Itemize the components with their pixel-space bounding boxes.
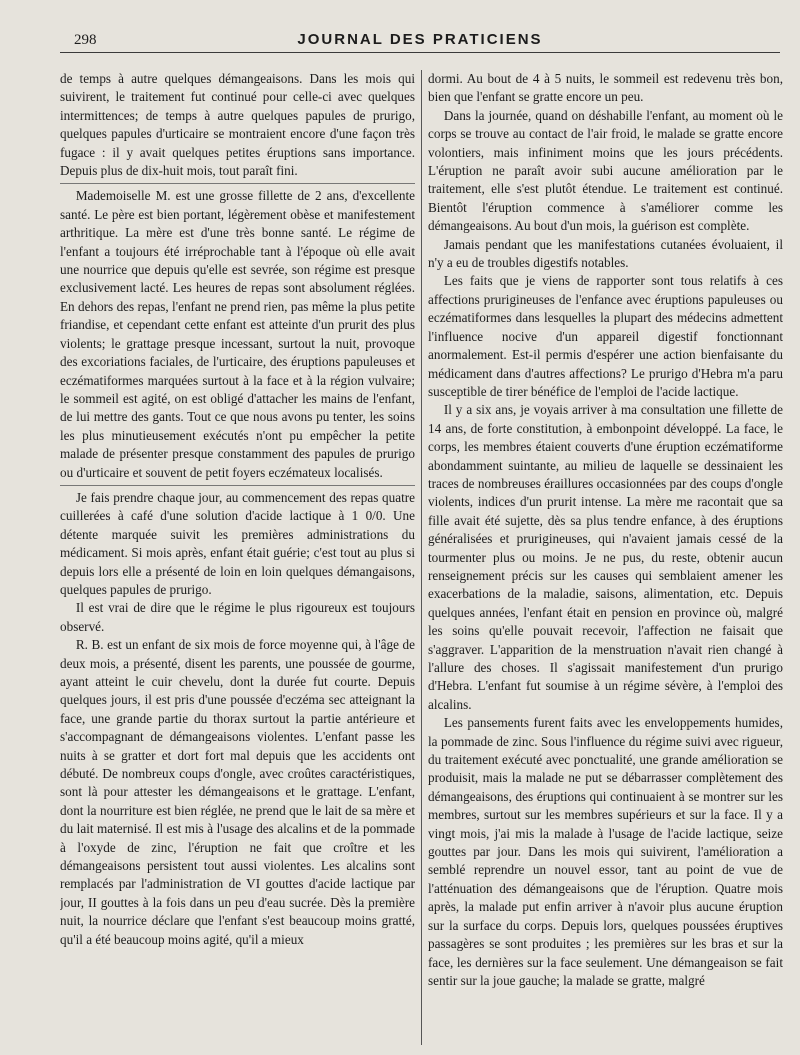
paragraph: de temps à autre quelques démangeaisons. Dans les mois qui suivirent, le traitement fut continué pour celle-ci avec quelques intermittences; de temps à autre quelques papules de prurigo, quelques papules d'urticaire se montraient encore d'une façon très fugace : il y avait quelques petites éruptions sans importance. Depuis plus de dix-huit mois, tout paraît fini. <box>60 71 415 179</box>
paragraph: Dans la journée, quand on déshabille l'enfant, au moment où le corps se trouve au contact de l'air froid, le malade se gratte encore volontiers, mais infiniment moins que les jours précédents. L'éruption ne paraît avoir subi aucune amélioration par le traitement, elle s'est plutôt étendue. Le traitement est continué. Bientôt l'éruption commence à s'améliorer comme les démangeaisons. Au bout d'un mois, la guérison est complète. <box>428 107 783 234</box>
paragraph: Les faits que je viens de rapporter sont tous relatifs à ces affections prurigineuses de l'enfance avec éruptions papuleuses ou eczématiformes dans lesquelles la plupart des médecins admettent l'influence nocive d'un appareil digestif fonctionnant anormalement. Est-il permis d'espérer une action bienfaisante du médicament dans d'autres affections? Le prurigo d'Hebra m'a paru susceptible de tirer bénéfice de l'emploi de l'acide lactique. <box>428 273 783 399</box>
paragraph: R. B. est un enfant de six mois de force moyenne qui, à l'âge de deux mois, a présenté, disent les parents, une poussée de gourme, ayant atteint le cuir chevelu, dont la durée fut courte. Depuis quelques jours, il est pris d'une poussée d'eczéma sec atteignant la face, une grande partie du thorax surtout la partie antérieure et s'accompagnant de démangeaisons violentes. L'enfant passe les nuits à se gratter et dort fort mal depuis que les accidents ont débuté. De nombreux coups d'ongle, avec croûtes caractéristiques, sont là pour attester les démangeaisons et le grattage. L'enfant, dont la nourriture est bien réglée, ne prend que le lait de sa mère et du lait maternisé. Il est mis à l'usage des alcalins et de la pommade à l'oxyde de zinc, l'éruption ne fait que croître et les démangeaisons persistent tout aussi violentes. Les alcalins sont remplacés par l'administration de VI gouttes d'acide lactique par jour, II gouttes à la fois dans un peu d'eau sucrée. Dès la première nuit, la nourrice déclare que l'enfant s'est beaucoup moins gratté, qu'il a été beaucoup moins agité, qu'il a mieux <box>60 637 415 947</box>
page-number: 298 <box>74 32 97 48</box>
paragraph: Je fais prendre chaque jour, au commencement des repas quatre cuillerées à café d'une solution d'acide lactique à 1 0/0. Une détente marquée suivit les premières administrations du médicament. Si mois après, enfant était guérie; c'est tout au plus si depuis lors elle a présenté de loin en loin quelques démangaisons, quelques papules de prurigo. <box>60 485 415 599</box>
column-divider <box>421 70 422 1045</box>
right-column <box>428 70 783 1045</box>
paragraph: Jamais pendant que les manifestations cutanées évoluaient, il n'y a eu de troubles digestifs notables. <box>428 236 783 271</box>
paragraph: Les pansements furent faits avec les enveloppements humides, la pommade de zinc. Sous l'influence du régime suivi avec rigueur, du traitement exécuté avec ponctualité, une grande amélioration se produisit, mais la malade ne put se débarrasser complètement des démangeaisons, des éruptions qui continuaient à se montrer sur les membres, surtout sur les membres supérieurs et sur la face. Il y a vingt mois, j'ai mis la malade à l'usage de l'acide lactique, seize gouttes par jour. Dans les mois qui suivirent, l'amélioration a semblé reprendre un nouvel essor, tant au point de vue de l'atténuation des démangeaisons que de l'éruption. Quatre mois après, la malade put enfin arriver à n'avoir plus aucune éruption sur la surface du corps. Depuis lors, quelques poussées éruptives passagères se sont produites ; les premières sur les bras et sur la face, les dernières sur la face seulement. Une démangeaison se fait sentir sur la joue gauche; la malade se gratte, malgré <box>428 715 783 988</box>
paragraph: dormi. Au bout de 4 à 5 nuits, le sommeil est redevenu très bon, bien que l'enfant se gratte encore un peu. <box>428 71 783 105</box>
paragraph: Il est vrai de dire que le régime le plus rigoureux est toujours observé. <box>60 600 415 634</box>
paragraph: Il y a six ans, je voyais arriver à ma consultation une fillette de 14 ans, de forte constitution, à embonpoint développé. La face, le corps, les membres étaient couverts d'une éruption eczématiforme abondamment suintante, au milieu de laquelle se dessinaient les traces de nombreuses éraillures occasionnées par des coups d'ongle violents, indices d'un prurit intense. La mère me racontait que sa fille avait été sujette, dès sa plus tendre enfance, à des éruptions généralisées et prurigineuses, qui n'avaient jamais cessé de la tourmenter plus ou moins. Je ne pus, du reste, obtenir aucun renseignement précis sur les causes qui semblaient amener les exacerbations de la maladie, saisons, alimentation, etc. Depuis quelques années, l'enfant était en pension en province où, malgré les soins qu'elle pouvait recevoir, l'affection ne faisait que s'aggraver. L'apparition de la menstruation n'avait rien changé à l'allure des choses. Il s'agissait manifestement d'un prurigo d'Hebra. L'enfant fut soumise à un régime sévère, à l'emploi des alcalins. <box>428 402 783 712</box>
paragraph: Mademoiselle M. est une grosse fillette de 2 ans, d'excellente santé. Le père est bien portant, légèrement obèse et manifestement arthritique. La mère est d'une très bonne santé. Le régime de l'enfant a toujours été irréprochable tant à l'époque où elle avait une nourrice que depuis qu'elle est sevrée, son régime est presque exclusivement lacté. Les heures de repas sont absolument réglées. En dehors des repas, l'enfant ne prend rien, pas même la plus petite friandise, et cependant cette enfant est atteinte d'un prurit des plus violents; le grattage presque incessant, surtout la nuit, provoque des excoriations faciales, de l'urticaire, des éruptions papuleuses et eczématiformes marquées surtout à la face et à la région vulvaire; le sommeil est agité, on est obligé d'attacher les mains de l'enfant, de lui mettre des gants. Tout ce que nous avons pu tenter, les soins les plus minutieusement exécutés n'ont pu empêcher la petite malade de présenter presque constamment des papules de prurigo ou d'urticaire et souvent de petit foyers eczémateux localisés. <box>60 183 415 482</box>
left-column <box>60 70 415 1045</box>
text-columns <box>60 70 783 1045</box>
journal-title: JOURNAL DES PRATICIENS <box>297 31 543 48</box>
page-header <box>60 30 780 53</box>
